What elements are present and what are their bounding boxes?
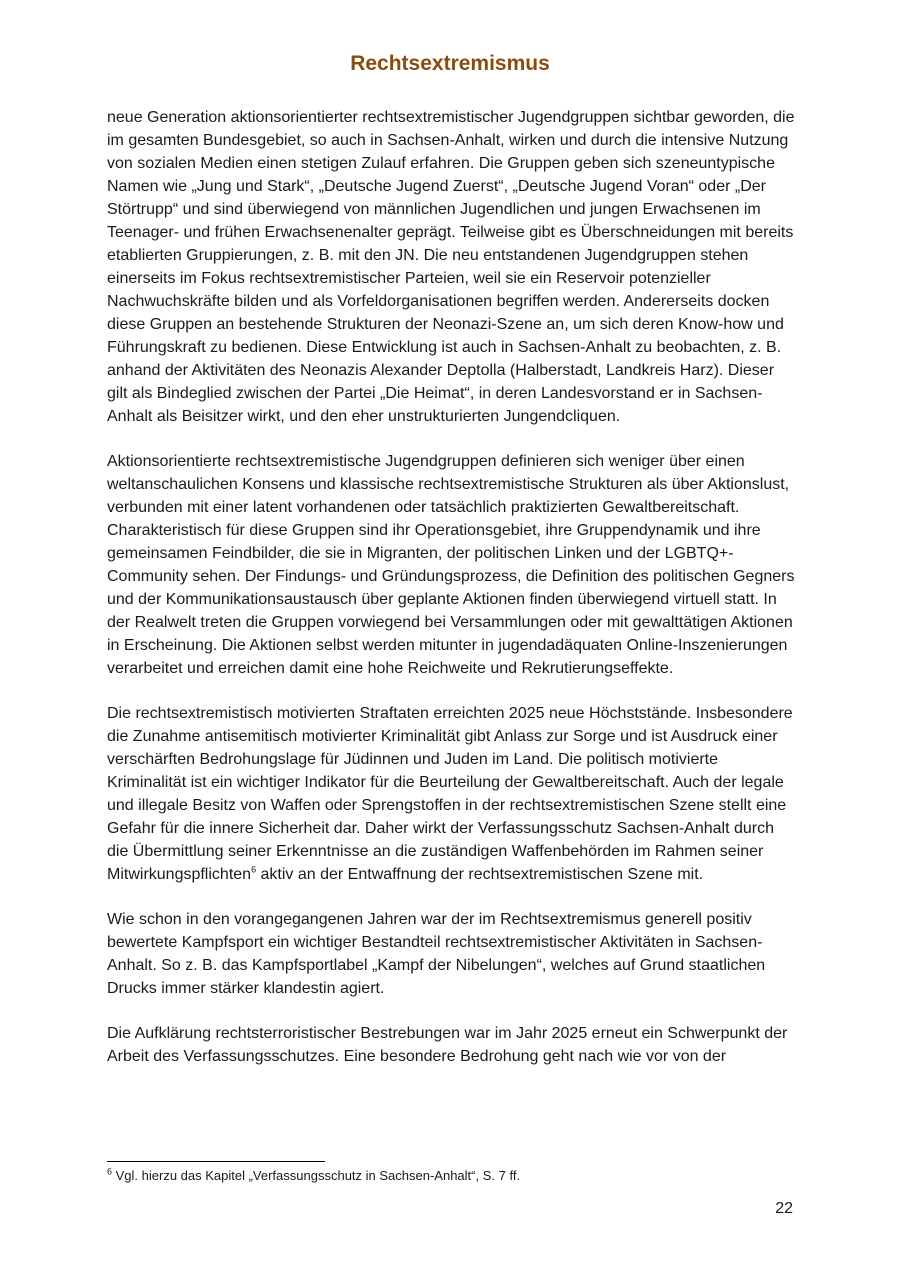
- footnote-text: Vgl. hierzu das Kapitel „Verfassungsschutz in Sachsen-Anhalt“, S. 7 ff.: [112, 1168, 521, 1183]
- page-header-title: Rechtsextremismus: [350, 52, 550, 75]
- paragraph-4: Wie schon in den vorangegangenen Jahren war der im Rechtsextremismus generell positiv bewertete Kampfsport ein wichtiger Bestandteil rechtsextremistischer Aktivitäten in Sachsen-Anhalt. So z. B. das Kampfsportlabel „Kampf der Nibelungen“, welches auf Grund staatlichen Drucks immer stärker klandestin agiert.: [107, 911, 766, 997]
- footnote-number: 6: [107, 1166, 113, 1177]
- paragraph-5: Die Aufklärung rechtsterroristischer Bestrebungen war im Jahr 2025 erneut ein Schwerpunkt der Arbeit des Verfassungsschutzes. Eine besondere Bedrohung geht nach wie vor von der: [107, 1025, 788, 1065]
- footnote: [107, 1167, 520, 1185]
- footnote-reference[interactable]: 6: [251, 864, 257, 875]
- paragraph-3-text-end: aktiv an der Entwaffnung der rechtsextremistischen Szene mit.: [256, 866, 704, 883]
- footnote-divider: [107, 1161, 325, 1162]
- body-text: [107, 106, 797, 1090]
- paragraph-3-text-start: Die rechtsextremistisch motivierten Straftaten erreichten 2025 neue Höchststände. Insbesondere die Zunahme antisemitisch motivierter Kriminalität gibt Anlass zur Sorge und ist Ausdruck einer verschärften Bedrohungslage für Jüdinnen und Juden im Land. Die politisch motivierte Kriminalität ist ein wichtiger Indikator für die Beurteilung der Gewaltbereitschaft. Auch der legale und illegale Besitz von Waffen oder Sprengstoffen in der rechtsextremistischen Szene stellt eine Gefahr für die innere Sicherheit dar. Daher wirkt der Verfassungsschutz Sachsen-Anhalt durch die Übermittlung seiner Erkenntnisse an die zuständigen Waffenbehörden im Rahmen seiner Mitwirkungspflichten: [107, 705, 793, 883]
- page-number: 22: [775, 1200, 793, 1217]
- paragraph-1: neue Generation aktionsorientierter rechtsextremistischer Jugendgruppen sichtbar geworden, die im gesamten Bundesgebiet, so auch in Sachsen-Anhalt, wirken und durch die intensive Nutzung von sozialen Medien einen stetigen Zulauf erfahren. Die Gruppen geben sich szeneuntypische Namen wie „Jung und Stark“, „Deutsche Jugend Zuerst“, „Deutsche Jugend Voran“ oder „Der Störtrupp“ und sind überwiegend von männlichen Jugendlichen und jungen Erwachsenen im Teenager- und frühen Erwachsenenalter geprägt. Teilweise gibt es Überschneidungen mit bereits etablierten Gruppierungen, z. B. mit den JN. Die neu entstandenen Jugendgruppen stehen einerseits im Fokus rechtsextremistischer Parteien, weil sie ein Reservoir potenzieller Nachwuchskräfte bilden und als Vorfeldorganisationen begriffen werden. Andererseits docken diese Gruppen an bestehende Strukturen der Neonazi-Szene an, um sich deren Know-how und Führungskraft zu bedienen. Diese Entwicklung ist auch in Sachsen-Anhalt zu beobachten, z. B. anhand der Aktivitäten des Neonazis Alexander Deptolla (Halberstadt, Landkreis Harz). Dieser gilt als Bindeglied zwischen der Partei „Die Heimat“, in deren Landesvorstand er in Sachsen-Anhalt als Beisitzer wirkt, und den eher unstrukturierten Jungendcliquen.: [107, 109, 795, 425]
- paragraph-2: Aktionsorientierte rechtsextremistische Jugendgruppen definieren sich weniger über einen weltanschaulichen Konsens und klassische rechtsextremistische Strukturen als über Aktionslust, verbunden mit einer latent vorhandenen oder tatsächlich praktizierten Gewaltbereitschaft. Charakteristisch für diese Gruppen sind ihr Operationsgebiet, ihre Gruppendynamik und ihre gemeinsamen Feindbilder, die sie in Migranten, der politischen Linken und der LGBTQ+-Community sehen. Der Findungs- und Gründungsprozess, die Definition des politischen Gegners und der Kommunikationsaustausch über geplante Aktionen finden überwiegend virtuell statt. In der Realwelt treten die Gruppen vorwiegend bei Versammlungen oder mit gewalttätigen Aktionen in Erscheinung. Die Aktionen selbst werden mitunter in jugendadäquaten Online-Inszenierungen verarbeitet und erreichen damit eine hohe Reichweite und Rekrutierungseffekte.: [107, 453, 795, 677]
- paragraph-3: [107, 702, 797, 886]
